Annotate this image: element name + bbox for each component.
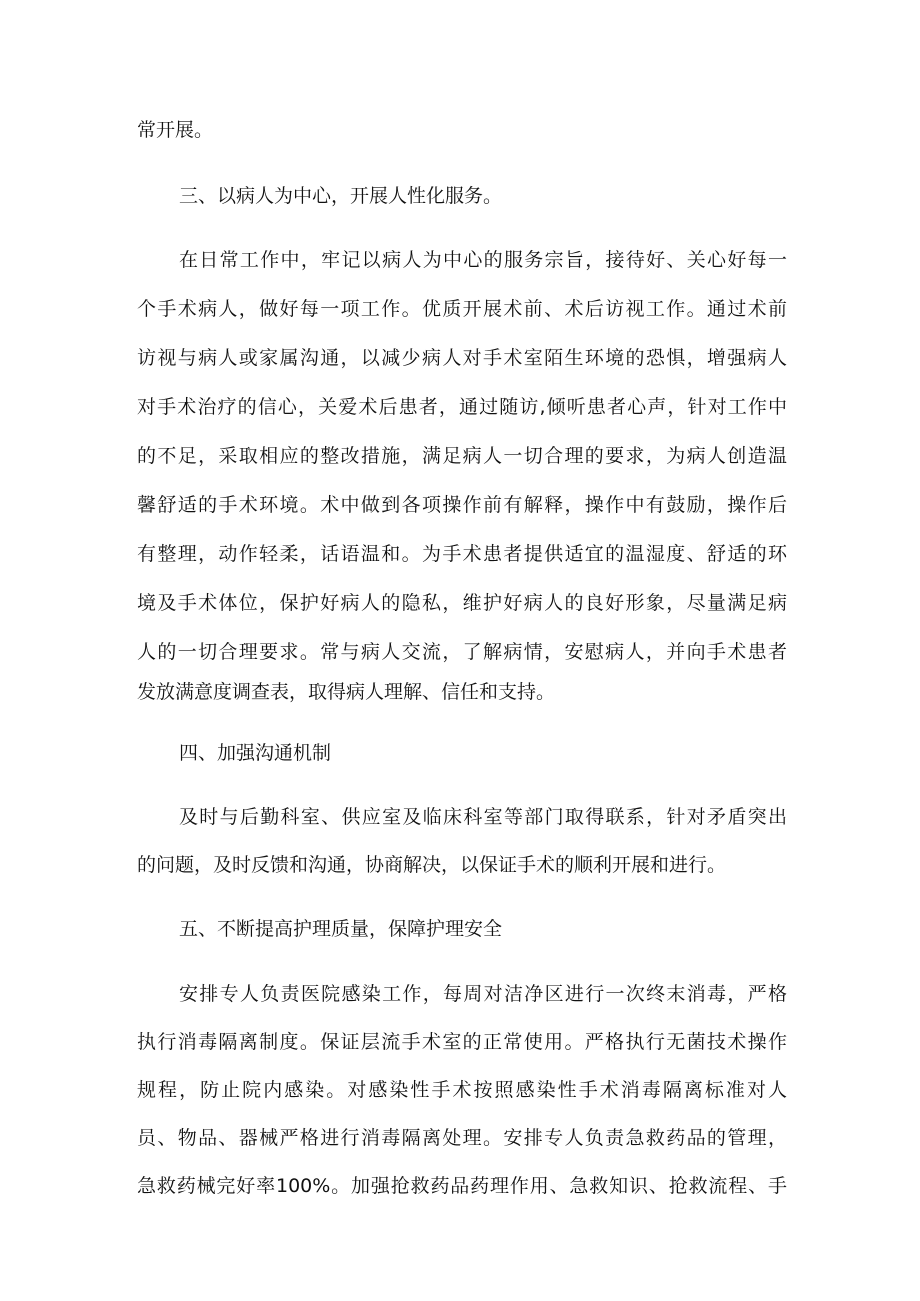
section-heading-3: 三、以病人为中心，开展人性化服务。	[179, 185, 503, 207]
paragraph-line: 及时与后勤科室、供应室及临床科室等部门取得联系，针对矛盾突出	[179, 806, 787, 828]
section-heading-4: 四、加强沟通机制	[179, 742, 332, 764]
paragraph-line: 个手术病人，做好每一项工作。优质开展术前、术后访视工作。通过术前	[137, 298, 787, 320]
paragraph-line: 急救药械完好率100%。加强抢救药品药理作用、急救知识、抢救流程、手	[137, 1175, 787, 1197]
paragraph-line: 执行消毒隔离制度。保证层流手术室的正常使用。严格执行无菌技术操作	[137, 1031, 787, 1053]
paragraph-line: 访视与病人或家属沟通，以减少病人对手术室陌生环境的恐惧，增强病人	[137, 347, 787, 369]
section-heading-5: 五、不断提高护理质量，保障护理安全	[179, 918, 503, 940]
paragraph-line: 在日常工作中，牢记以病人为中心的服务宗旨，接待好、关心好每一	[179, 249, 787, 271]
paragraph-line: 的问题，及时反馈和沟通，协商解决，以保证手术的顺利开展和进行。	[137, 854, 727, 876]
paragraph-line: 有整理，动作轻柔，话语温和。为手术患者提供适宜的温湿度、舒适的环	[137, 543, 787, 565]
paragraph-line: 员、物品、器械严格进行消毒隔离处理。安排专人负责急救药品的管理，	[137, 1127, 787, 1149]
paragraph-line: 境及手术体位，保护好病人的隐私，维护好病人的良好形象，尽量满足病	[137, 592, 787, 614]
paragraph-line: 的不足，采取相应的整改措施，满足病人一切合理的要求，为病人创造温	[137, 445, 787, 467]
paragraph-line: 规程，防止院内感染。对感染性手术按照感染性手术消毒隔离标准对人	[137, 1079, 787, 1101]
paragraph-end-line: 常开展。	[137, 119, 214, 141]
paragraph-line: 人的一切合理要求。常与病人交流，了解病情，安慰病人，并向手术患者	[137, 641, 787, 663]
paragraph-line: 对手术治疗的信心，关爱术后患者，通过随访,倾听患者心声，针对工作中	[137, 396, 787, 418]
paragraph-line: 安排专人负责医院感染工作，每周对洁净区进行一次终末消毒，严格	[179, 983, 787, 1005]
paragraph-line: 馨舒适的手术环境。术中做到各项操作前有解释，操作中有鼓励，操作后	[137, 494, 787, 516]
paragraph-line: 发放满意度调查表，取得病人理解、信任和支持。	[137, 681, 556, 703]
